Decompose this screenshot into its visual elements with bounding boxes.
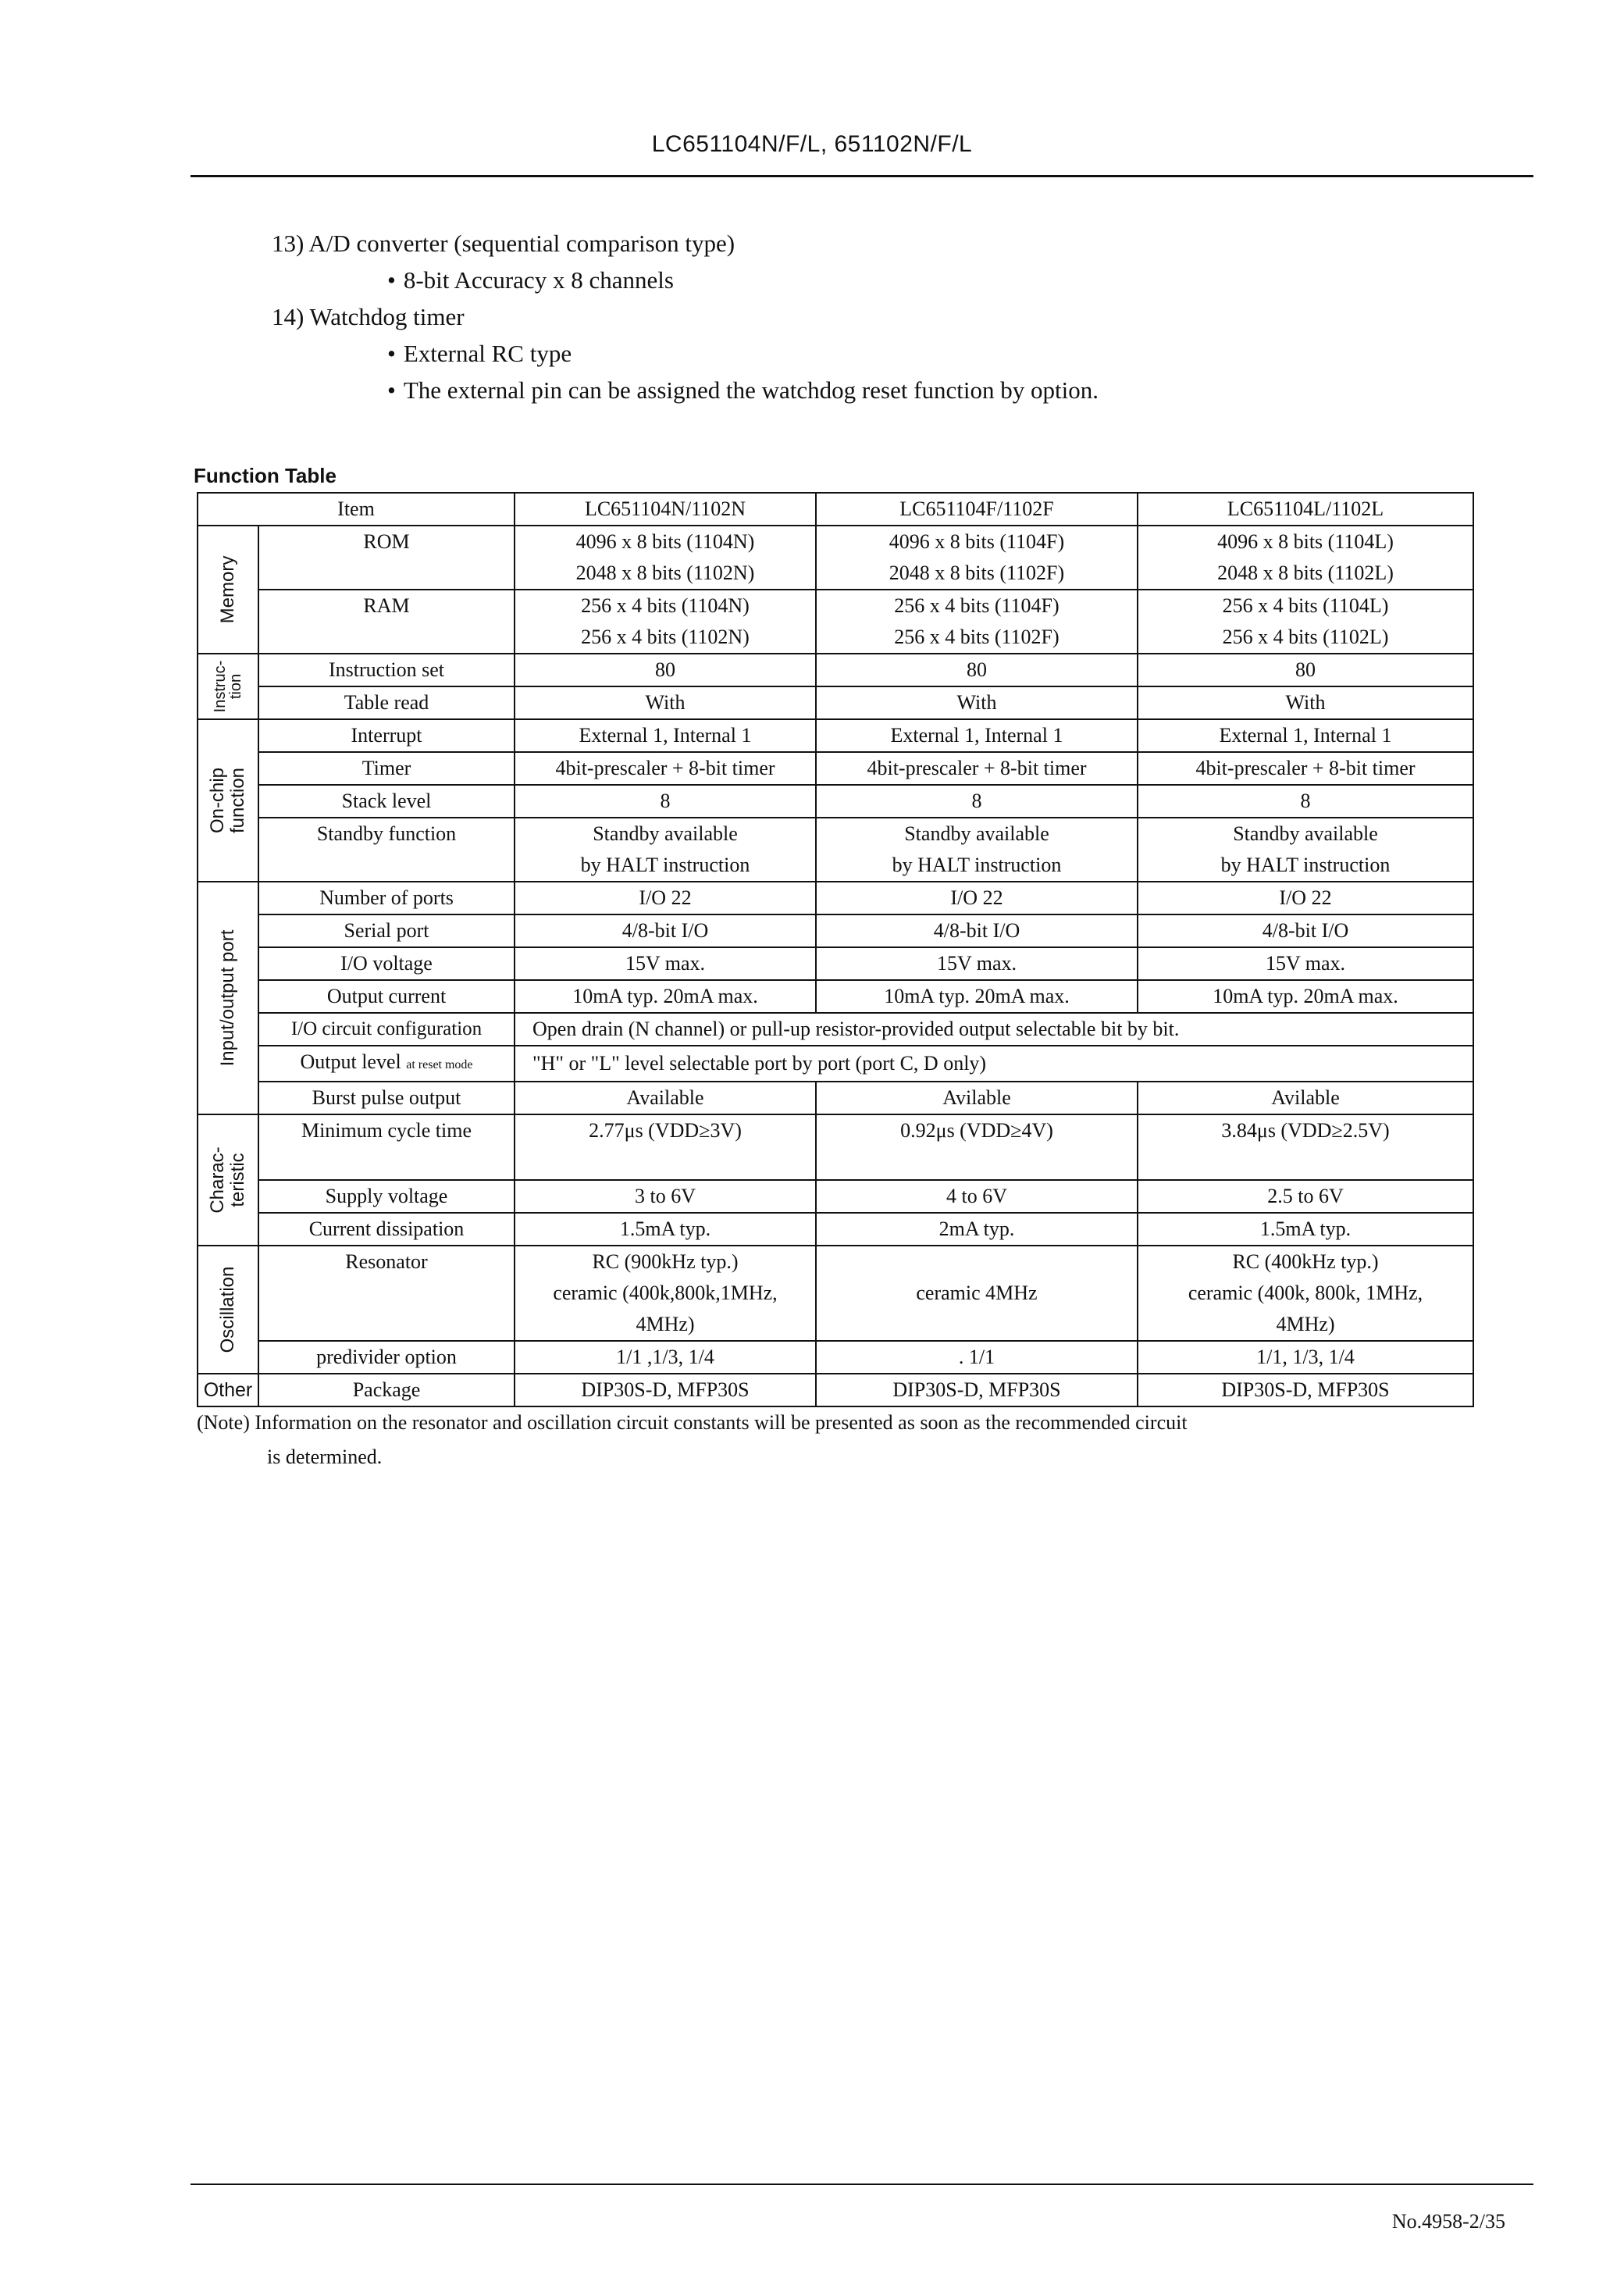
cell-stack-col2: 8 [816,785,1138,818]
cell-burst-col1: Available [515,1082,816,1114]
cell-interrupt-col1: External 1, Internal 1 [515,719,816,752]
page-number: No.4958-2/35 [1391,2210,1505,2233]
table-row-interrupt [198,719,1473,752]
feature-item-14-detail-2: • The external pin can be assigned the watchdog reset function by option. [272,372,1099,408]
cell-burst-col2: Avilable [816,1082,1138,1114]
row-label-predivider: predivider option [258,1341,515,1374]
cell-serial-col2: 4/8-bit I/O [816,914,1138,947]
cell-io-voltage-col2: 15V max. [816,947,1138,980]
cell-resonator-col1: RC (900kHz typ.) ceramic (400k,800k,1MHz, 4MHz) [515,1246,816,1341]
feature-item-14: 14) Watchdog timer [272,303,465,330]
footer-rule [191,2184,1533,2185]
row-label-supply: Supply voltage [258,1180,515,1213]
cell-predivider-col3: 1/1, 1/3, 1/4 [1138,1341,1473,1374]
feature-item-13-detail: • 8-bit Accuracy x 8 channels [272,262,1099,298]
row-label-current: Current dissipation [258,1213,515,1246]
row-label-interrupt: Interrupt [258,719,515,752]
table-row-ram [198,590,1473,654]
cell-predivider-col2: . 1/1 [816,1341,1138,1374]
function-table [197,492,1474,1407]
table-header-row [198,493,1473,526]
cell-supply-col2: 4 to 6V [816,1180,1138,1213]
row-label-output-current: Output current [258,980,515,1013]
row-label-table-read: Table read [258,686,515,719]
header-col1: LC651104N/1102N [515,493,816,526]
cell-supply-col1: 3 to 6V [515,1180,816,1213]
cell-current-col1: 1.5mA typ. [515,1213,816,1246]
category-charac: Charac- teristic [198,1114,258,1246]
table-row-supply [198,1180,1473,1213]
cell-output-current-col3: 10mA typ. 20mA max. [1138,980,1473,1013]
header-col3: LC651104L/1102L [1138,493,1473,526]
row-label-package: Package [258,1374,515,1406]
cell-package-col2: DIP30S-D, MFP30S [816,1374,1138,1406]
row-label-serial: Serial port [258,914,515,947]
row-label-io-voltage: I/O voltage [258,947,515,980]
cell-ram-col3: 256 x 4 bits (1104L) 256 x 4 bits (1102L) [1138,590,1473,654]
cell-ram-col1: 256 x 4 bits (1104N) 256 x 4 bits (1102N) [515,590,816,654]
cell-interrupt-col3: External 1, Internal 1 [1138,719,1473,752]
cell-rom-col3: 4096 x 8 bits (1104L) 2048 x 8 bits (1102L) [1138,526,1473,590]
cell-table-read-col3: With [1138,686,1473,719]
row-label-stack-level: Stack level [258,785,515,818]
cell-timer-col1: 4bit-prescaler + 8-bit timer [515,752,816,785]
cell-stack-col1: 8 [515,785,816,818]
table-row-io-voltage [198,947,1473,980]
table-row-io-config [198,1013,1473,1046]
cell-burst-col3: Avilable [1138,1082,1473,1114]
table-row-current [198,1213,1473,1246]
cell-supply-col3: 2.5 to 6V [1138,1180,1473,1213]
table-row-output-current [198,980,1473,1013]
cell-rom-col1: 4096 x 8 bits (1104N) 2048 x 8 bits (1102N) [515,526,816,590]
table-caption: Function Table [194,464,337,487]
cell-min-cycle-col1: 2.77μs (VDD≥3V) [515,1114,816,1180]
cell-instruction-set-col2: 80 [816,654,1138,686]
table-row-stack-level [198,785,1473,818]
table-row-output-level [198,1046,1473,1082]
cell-instruction-set-col1: 80 [515,654,816,686]
cell-io-config-all: Open drain (N channel) or pull-up resistor-provided output selectable bit by bit. [515,1013,1473,1046]
cell-min-cycle-col2: 0.92μs (VDD≥4V) [816,1114,1138,1180]
cell-rom-col2: 4096 x 8 bits (1104F) 2048 x 8 bits (1102F) [816,526,1138,590]
row-label-output-level: Output level at reset mode [258,1046,515,1082]
table-row-min-cycle [198,1114,1473,1180]
header-item: Item [198,493,515,526]
cell-output-current-col1: 10mA typ. 20mA max. [515,980,816,1013]
category-osc: Oscillation [198,1246,258,1374]
row-label-io-config: I/O circuit configuration [258,1013,515,1046]
category-io: Input/output port [198,882,258,1114]
cell-package-col3: DIP30S-D, MFP30S [1138,1374,1473,1406]
cell-serial-col3: 4/8-bit I/O [1138,914,1473,947]
feature-item-14-detail-1: • External RC type [272,335,1099,372]
table-row-standby [198,818,1473,882]
table-row-predivider [198,1341,1473,1374]
cell-serial-col1: 4/8-bit I/O [515,914,816,947]
row-label-resonator: Resonator [258,1246,515,1341]
document-title: LC651104N/F/L, 651102N/F/L [651,131,973,157]
header-col2: LC651104F/1102F [816,493,1138,526]
note-line-1: (Note) Information on the resonator and oscillation circuit constants will be presented as soon as the recommended circuit [197,1411,1188,1434]
table-row-serial [198,914,1473,947]
table-row-resonator [198,1246,1473,1341]
cell-standby-col1: Standby available by HALT instruction [515,818,816,882]
cell-stack-col3: 8 [1138,785,1473,818]
cell-table-read-col1: With [515,686,816,719]
category-onchip: On-chip function [198,719,258,882]
cell-package-col1: DIP30S-D, MFP30S [515,1374,816,1406]
table-row-table-read [198,686,1473,719]
table-row-burst [198,1082,1473,1114]
cell-ports-col2: I/O 22 [816,882,1138,914]
header-rule [191,175,1533,177]
category-memory: Memory [198,526,258,654]
row-label-min-cycle: Minimum cycle time [258,1114,515,1180]
cell-ports-col1: I/O 22 [515,882,816,914]
feature-item-13: 13) A/D converter (sequential comparison type) [272,230,735,257]
category-instruction: Instruc- tion [198,654,258,719]
note-line-2: is determined. [267,1446,383,1468]
table-row-package [198,1374,1473,1406]
cell-min-cycle-col3: 3.84μs (VDD≥2.5V) [1138,1114,1473,1180]
table-row-timer [198,752,1473,785]
cell-current-col2: 2mA typ. [816,1213,1138,1246]
feature-list [272,225,1099,408]
row-label-rom: ROM [258,526,515,590]
table-row-ports [198,882,1473,914]
cell-predivider-col1: 1/1 ,1/3, 1/4 [515,1341,816,1374]
cell-instruction-set-col3: 80 [1138,654,1473,686]
row-label-ram: RAM [258,590,515,654]
row-label-ports: Number of ports [258,882,515,914]
cell-io-voltage-col1: 15V max. [515,947,816,980]
cell-io-voltage-col3: 15V max. [1138,947,1473,980]
cell-interrupt-col2: External 1, Internal 1 [816,719,1138,752]
cell-current-col3: 1.5mA typ. [1138,1213,1473,1246]
table-row-instruction-set [198,654,1473,686]
cell-ports-col3: I/O 22 [1138,882,1473,914]
cell-timer-col2: 4bit-prescaler + 8-bit timer [816,752,1138,785]
cell-resonator-col3: RC (400kHz typ.) ceramic (400k, 800k, 1MHz, 4MHz) [1138,1246,1473,1341]
cell-table-read-col2: With [816,686,1138,719]
row-label-burst: Burst pulse output [258,1082,515,1114]
cell-ram-col2: 256 x 4 bits (1104F) 256 x 4 bits (1102F) [816,590,1138,654]
category-other: Other [198,1374,258,1406]
cell-output-level-all: "H" or "L" level selectable port by port (port C, D only) [515,1046,1473,1082]
cell-standby-col3: Standby available by HALT instruction [1138,818,1473,882]
cell-output-current-col2: 10mA typ. 20mA max. [816,980,1138,1013]
cell-timer-col3: 4bit-prescaler + 8-bit timer [1138,752,1473,785]
row-label-instruction-set: Instruction set [258,654,515,686]
row-label-standby: Standby function [258,818,515,882]
cell-standby-col2: Standby available by HALT instruction [816,818,1138,882]
table-note [197,1406,1188,1474]
cell-resonator-col2: ceramic 4MHz [816,1246,1138,1341]
table-row-rom [198,526,1473,590]
row-label-timer: Timer [258,752,515,785]
